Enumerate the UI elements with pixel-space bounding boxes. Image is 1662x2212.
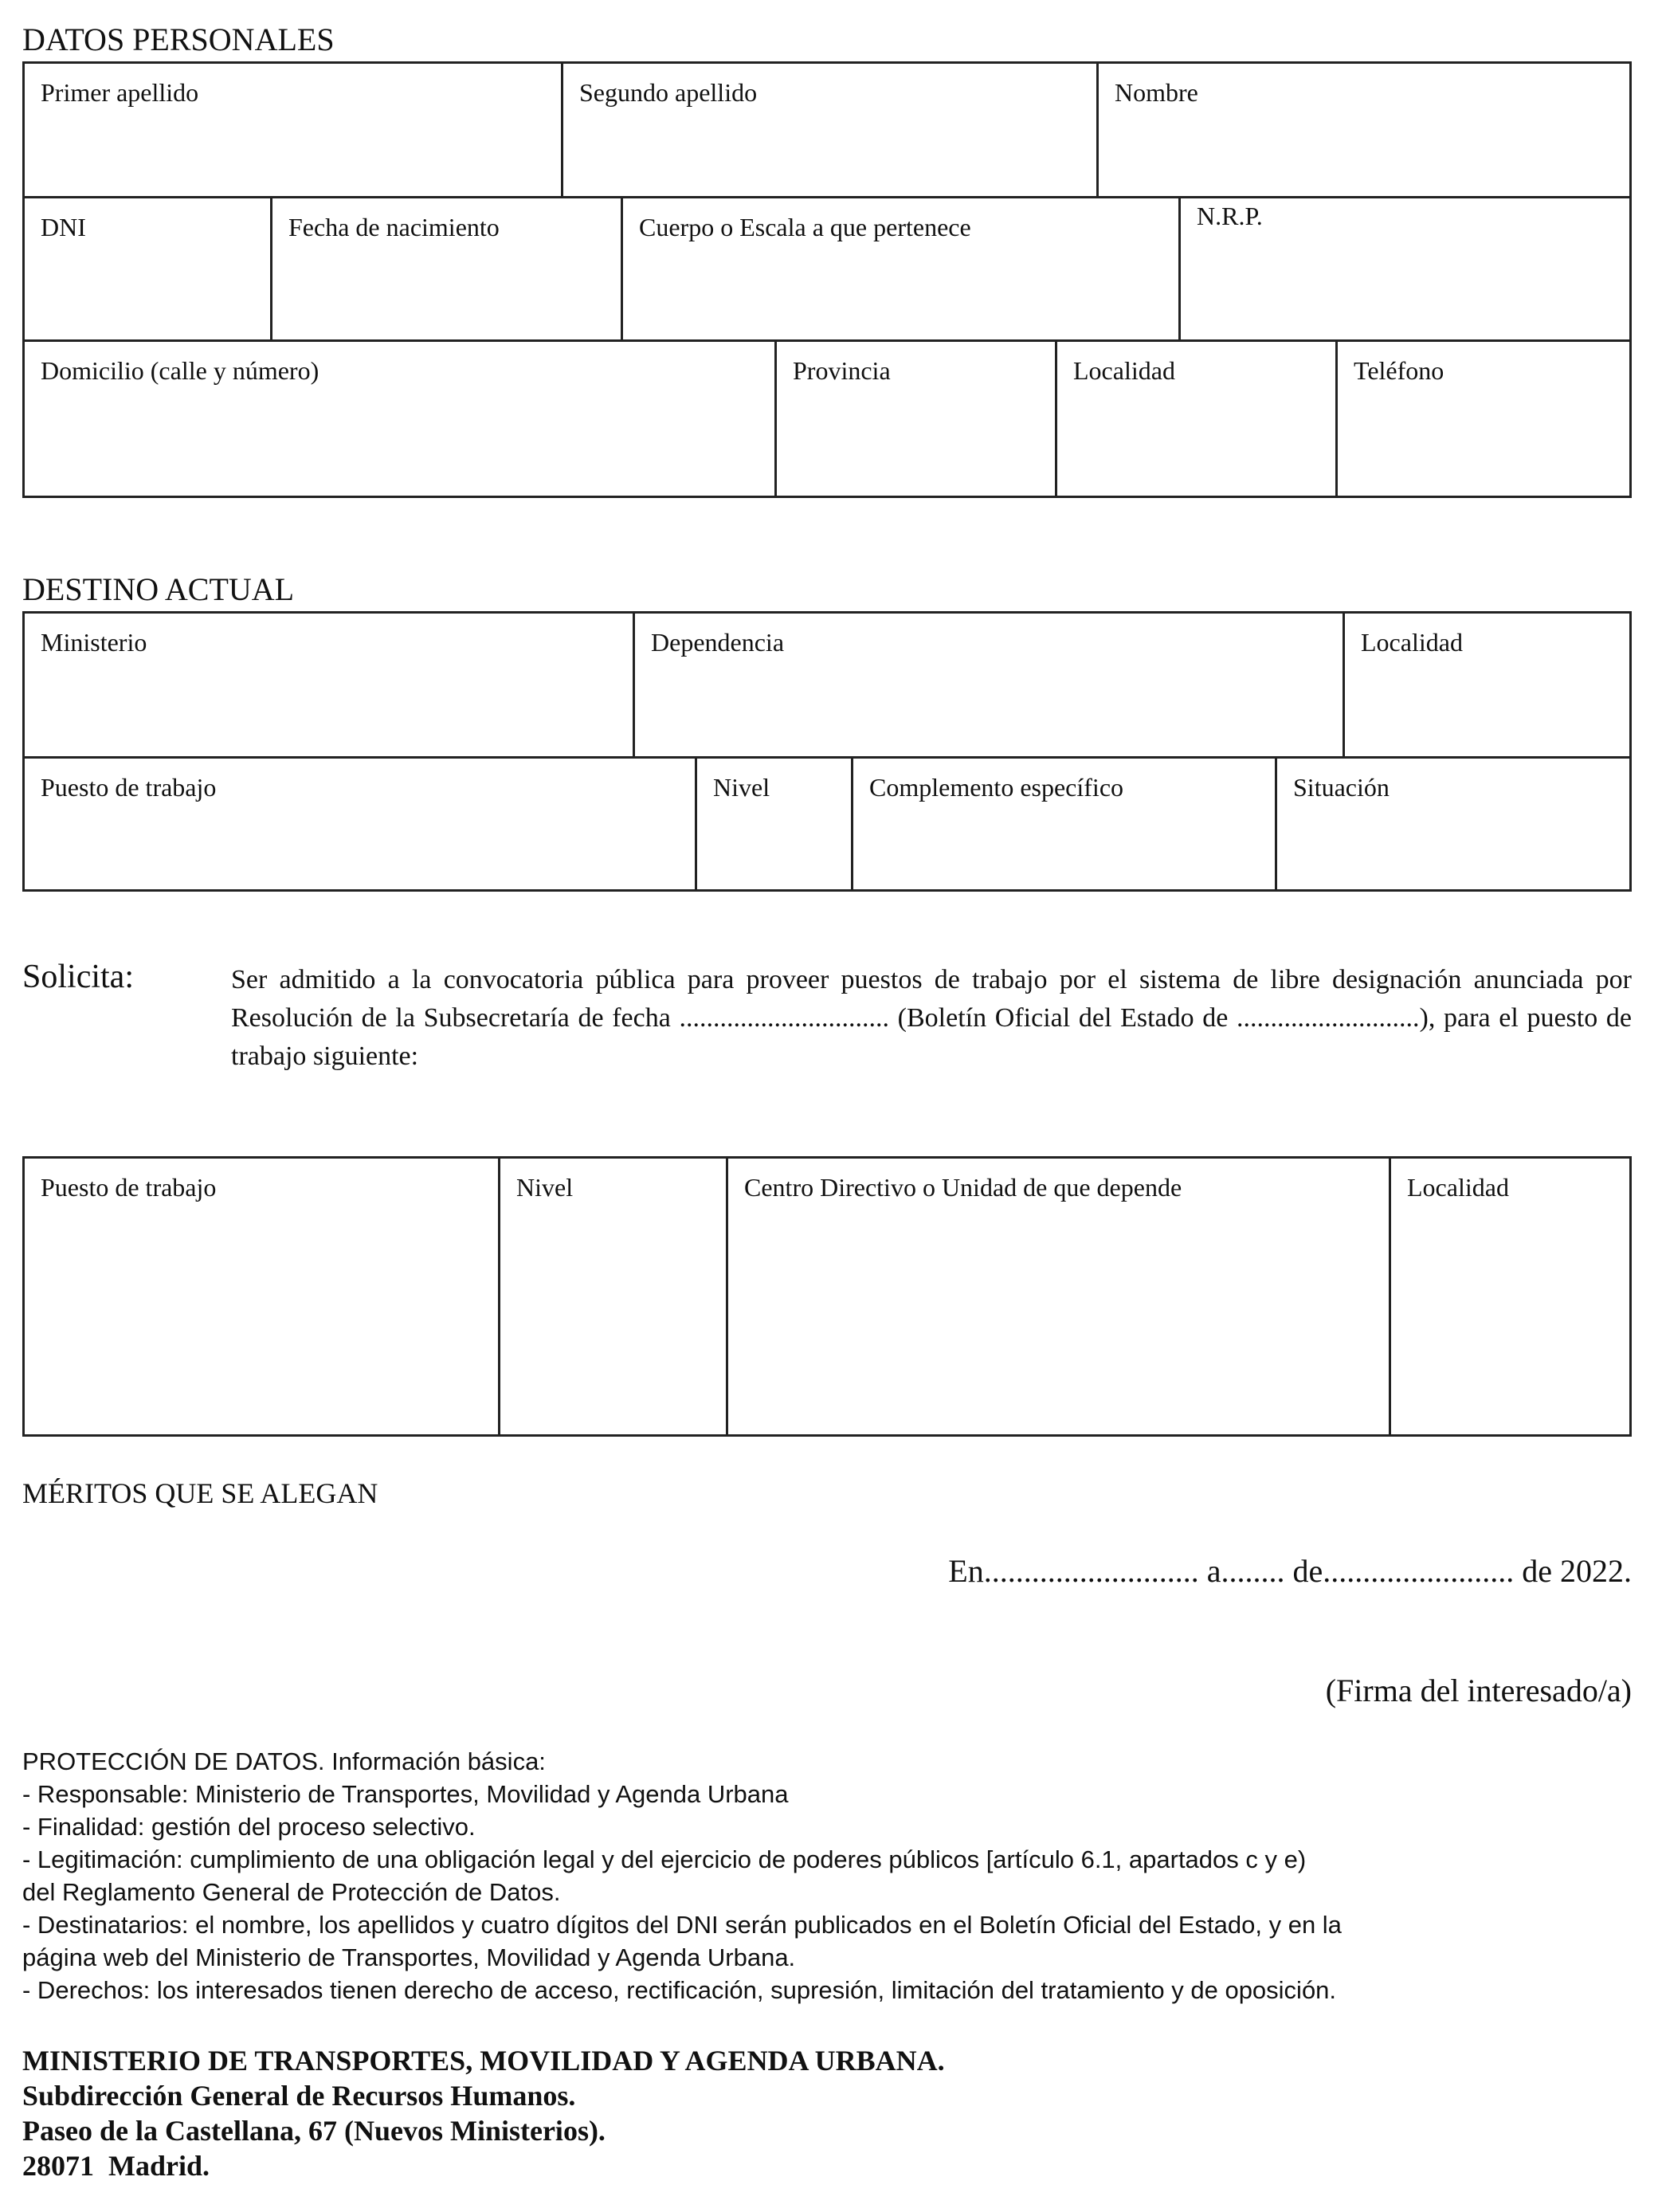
proteccion-line: página web del Ministerio de Transportes, Movilidad y Agenda Urbana. [22,1943,796,1971]
proteccion-line: - Responsable: Ministerio de Transportes, Movilidad y Agenda Urbana [22,1780,789,1808]
field-label: Localidad [1073,356,1175,385]
field-label: Ministerio [41,628,147,657]
field-label: Segundo apellido [579,78,758,107]
section-title-datos-personales: DATOS PERSONALES [22,22,335,57]
field-dni[interactable] [25,196,270,339]
direccion-ministerio [22,2043,1632,2183]
direccion-line: Paseo de la Castellana, 67 (Nuevos Ministerios). [22,2115,606,2147]
direccion-line: MINISTERIO DE TRANSPORTES, MOVILIDAD Y AGENDA URBANA. [22,2045,945,2077]
field-label: Nivel [713,773,770,802]
field-telefono[interactable] [1335,339,1629,496]
field-centro-directivo[interactable] [726,1159,1389,1434]
direccion-line: 28071 Madrid. [22,2150,210,2182]
field-label: Nivel [516,1173,574,1202]
field-situacion[interactable] [1275,756,1629,889]
field-label: Localidad [1407,1173,1509,1202]
field-label: Cuerpo o Escala a que pertenece [639,213,971,241]
field-label: DNI [41,213,86,241]
field-dependencia[interactable] [633,614,1343,756]
field-label: Provincia [793,356,891,385]
field-nivel-solicitado[interactable] [498,1159,726,1434]
field-domicilio[interactable] [25,339,774,496]
puesto-solicitado-table [22,1156,1632,1437]
field-fecha-nacimiento[interactable] [270,196,621,339]
firma-interesado: (Firma del interesado/a) [1325,1673,1632,1708]
field-label: Nombre [1115,78,1198,107]
field-label: Domicilio (calle y número) [41,356,319,385]
field-provincia[interactable] [774,339,1055,496]
field-label: Puesto de trabajo [41,1173,217,1202]
field-localidad[interactable] [1055,339,1335,496]
proteccion-datos [22,1745,1632,2006]
field-segundo-apellido[interactable] [561,64,1096,196]
field-label: Situación [1293,773,1390,802]
solicita-text: Ser admitido a la convocatoria pública para proveer puestos de trabajo por el sistema de libre designación anunciada por Resolución de la Subsecretaría de fecha ............................... (Boletín Oficial del Estado de ...........................), para el puesto de trabajo siguiente: [231,965,1632,1071]
field-label: Fecha de nacimiento [288,213,500,241]
proteccion-line: del Reglamento General de Protección de Datos. [22,1878,561,1906]
field-nrp[interactable] [1178,196,1629,339]
field-complemento-especifico[interactable] [851,756,1275,889]
field-label: N.R.P. [1197,202,1263,230]
field-label: Primer apellido [41,78,199,107]
meritos-heading: MÉRITOS QUE SE ALEGAN [22,1477,378,1509]
field-puesto-trabajo-solicitado[interactable] [25,1159,498,1434]
field-label: Complemento específico [869,773,1124,802]
destino-actual-table [22,611,1632,892]
field-puesto-trabajo-actual[interactable] [25,756,695,889]
field-ministerio[interactable] [25,614,633,756]
proteccion-line: - Finalidad: gestión del proceso selectivo. [22,1813,476,1841]
field-cuerpo-escala[interactable] [621,196,1178,339]
solicita-label: Solicita: [22,959,134,995]
field-localidad-destino[interactable] [1343,614,1629,756]
field-label: Puesto de trabajo [41,773,217,802]
fecha-linea: En........................... a........ de........................ de 2022. [948,1553,1632,1589]
field-label: Localidad [1361,628,1463,657]
field-primer-apellido[interactable] [25,64,561,196]
section-title-destino-actual: DESTINO ACTUAL [22,571,295,607]
field-label: Dependencia [651,628,785,657]
datos-personales-table [22,61,1632,498]
field-localidad-solicitada[interactable] [1389,1159,1629,1434]
proteccion-line: - Derechos: los interesados tienen derecho de acceso, rectificación, supresión, limitación del tratamiento y de oposición. [22,1976,1337,2004]
proteccion-line: - Legitimación: cumplimiento de una obligación legal y del ejercicio de poderes públicos [artículo 6.1, apartados c y e) [22,1845,1307,1873]
field-nombre[interactable] [1096,64,1629,196]
direccion-line: Subdirección General de Recursos Humanos. [22,2080,576,2112]
field-label: Centro Directivo o Unidad de que depende [744,1173,1182,1202]
proteccion-line: PROTECCIÓN DE DATOS. Información básica: [22,1747,546,1775]
proteccion-line: - Destinatarios: el nombre, los apellidos y cuatro dígitos del DNI serán publicados en el Boletín Oficial del Estado, y en la [22,1911,1342,1939]
field-nivel-actual[interactable] [695,756,851,889]
field-label: Teléfono [1354,356,1444,385]
